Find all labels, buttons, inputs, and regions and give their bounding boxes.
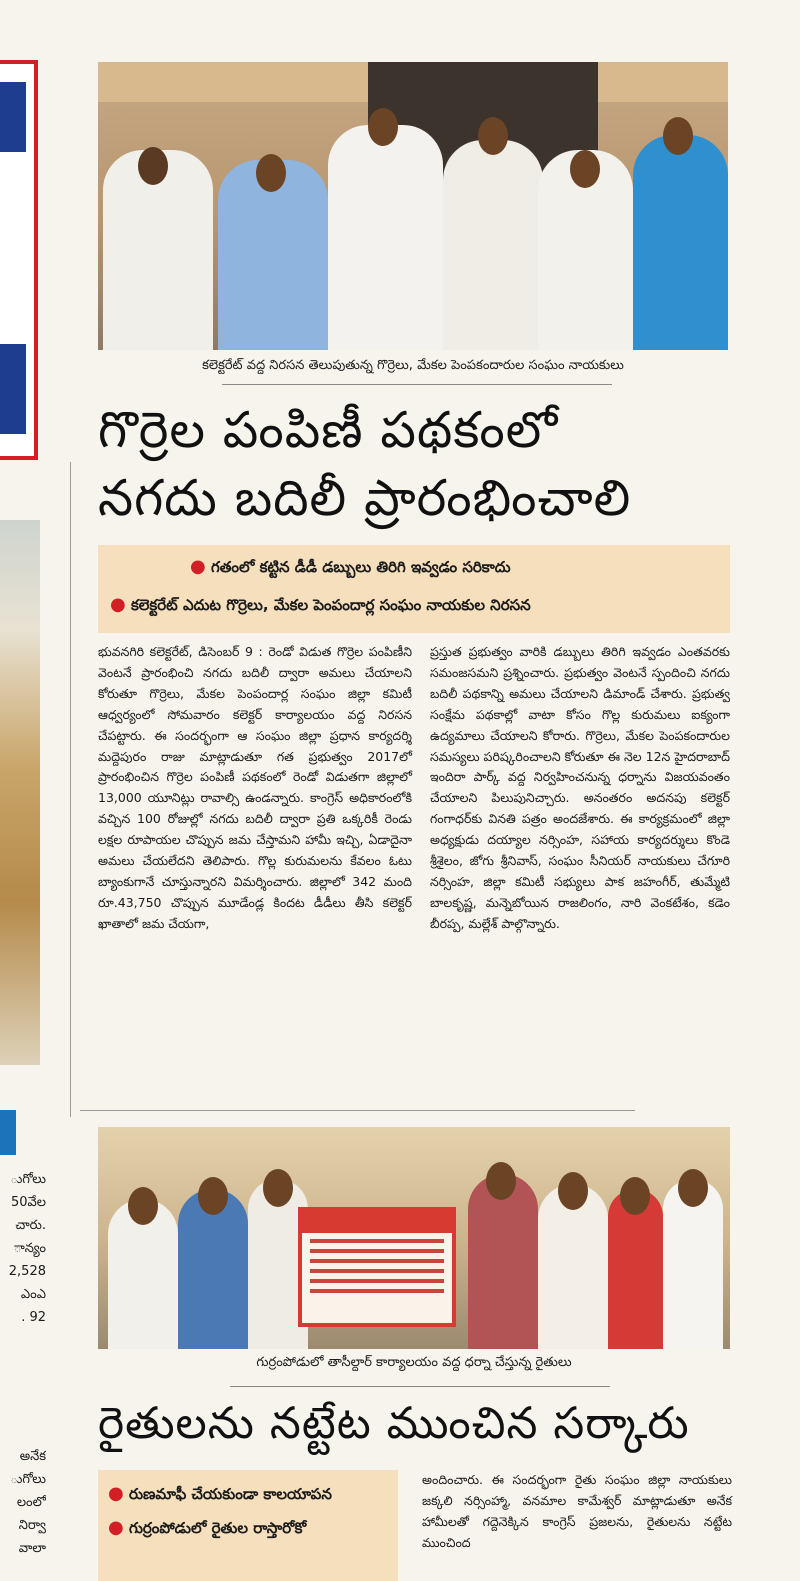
headline-line-1: గొర్రెల పంపిణీ పథకంలో: [98, 401, 559, 459]
adjacent-text-line: అనేక: [19, 1449, 46, 1464]
dharna-photo: [98, 1127, 730, 1349]
article-body-column-1: భువనగిరి కలెక్టరేట్, డిసెంబర్ 9 : రెండో విడుత గొర్రెల పంపిణీని వెంటనే ప్రారంభించి నగదు బదిలీ ద్వారా అమలు చేయాలని కోరుతూ గొర్రెలు, మేకల పెంపందార్ల సంఘం జిల్లా కమిటీ ఆధ్వర్యంలో సోమవారం కలెక్టర్ కార్యాలయం వద్ద నిరసన చేపట్టారు. ఈ సందర్భంగా ఆ సంఘం జిల్లా ప్రధాన కార్యదర్శి మద్దెపురం రాజు మాట్లాడుతూ గత ప్రభుత్వం 2017లో ప్రారంభించిన గొర్రెల పంపిణీ పథకంలో రెండో విడుతగా జిల్లాలో 13,000 యూనిట్లు రావాల్సి ఉండన్నారు. కాంగ్రెస్ అధికారంలోకి వచ్చిన 100 రోజుల్లో నగదు బదిలీ ద్వారా ప్రతి ఒక్కరికీ రెండు లక్షల రూపాయల చొప్పున జమ చేస్తామని హామీ ఇచ్చి, ఏడాదైనా అమలు చేయలేదని తెలిపారు. గొల్ల కురుమలను కేవలం ఓటు బ్యాంకుగానే చూస్తున్నారని విమర్శించారు. జిల్లాలో 342 మంది రూ.43,750 చొప్పున మూడేండ్ల కిందట డీడీలు తీసి కలెక్టర్ ఖాతాలో జమ చేయగా,: [98, 644, 412, 931]
adjacent-text-line: ాన్యం: [13, 1241, 46, 1256]
photo-caption: కలెక్టరేట్ వద్ద నిరసన తెలుపుతున్న గొర్రెలు, మేకల పెంపకందారుల సంఘం నాయకులు: [202, 358, 624, 373]
adjacent-text-block: [0, 1445, 46, 1560]
caption-rule: [230, 1386, 610, 1387]
protest-banner: [298, 1207, 456, 1327]
subheading-bullet: ● కలెక్టరేట్ ఎదుట గొర్రెలు, మేకల పెంపందార్ల సంఘం నాయకుల నిరసన: [110, 594, 531, 615]
adjacent-text-line: ఎంఎ: [20, 1287, 46, 1302]
protest-photo: [98, 62, 728, 350]
article-body-column-2: ప్రస్తుత ప్రభుత్వం వారికి డబ్బులు తిరిగి ఇవ్వడం ఎంతవరకు సమంజసమని ప్రశ్నించారు. ప్రభుత్వం వెంటనే స్పందించి నగదు బదిలీ పథకాన్ని అమలు చేయాలని డిమాండ్ చేశారు. ప్రభుత్వ సంక్షేమ పథకాల్లో వాటా కోసం గొల్ల కురుమలు ఐక్యంగా ఉద్యమాలు చేయాలని కోరారు. గొర్రెలు, మేకల పెంపకందారుల సమస్యలు పరిష్కరించాలని కోరుతూ ఈ నెల 12న హైదరాబాద్ ఇందిరా పార్క్ వద్ద నిర్వహించనున్న ధర్నాను విజయవంతం చేయాలని పిలుపునిచ్చారు. అనంతరం అదనపు కలెక్టర్ గంగాధర్‌కు వినతి పత్రం అందజేశారు. ఈ కార్యక్రమంలో జిల్లా అధ్యక్షుడు దయ్యాల నర్సింహ, సహాయ కార్యదర్శులు కొండె శ్రీశైలం, జోగు శ్రీనివాస్, సంఘం సీనియర్ నాయకులు చేగూరి నర్సింహ, జిల్లా కమిటీ సభ్యులు పాక జహంగీర్, తుమ్మేటి బాలకృష్ణ, మన్నెబోయిన రాజలింగం, నారి వెంకటేశం, కడెం బీరప్ప, మల్లేశ్ పాల్గొన్నారు.: [430, 644, 730, 931]
adjacent-text-line: 2,528: [8, 1264, 46, 1279]
subheading-bullet: ● గతంలో కట్టిన డీడీ డబ్బులు తిరిగి ఇవ్వడం సరికాదు: [190, 556, 511, 577]
ad-blue-band: [0, 82, 26, 152]
adjacent-ad-frame: [0, 60, 38, 460]
adjacent-text-line: నిర్వా: [18, 1518, 46, 1533]
column-divider: [70, 462, 71, 1117]
adjacent-text-line: వాలా: [18, 1541, 46, 1556]
adjacent-text-line: 50వేల: [10, 1195, 46, 1210]
headline: రైతులను నట్టేట ముంచిన సర్కారు: [98, 1398, 690, 1449]
adjacent-photo: [0, 520, 40, 1065]
bullet-dot-icon: ●: [108, 1517, 124, 1538]
ad-blue-band: [0, 344, 26, 434]
adjacent-heading-bar: [0, 1110, 16, 1155]
adjacent-text-line: ుగోలు: [10, 1172, 46, 1187]
article-body-column: అందించారు. ఈ సందర్భంగా రైతు సంఘం జిల్లా నాయకులు జక్కలి నర్సింహ్మా, వనమాల కామేశ్వర్ మాట్లాడుతూ అనేక హామీలతో గద్దెనెక్కిన కాంగ్రెస్ ప్రజలను, రైతులను నట్టేట ముంచింద: [422, 1472, 732, 1550]
story-divider: [80, 1110, 635, 1111]
bullet-dot-icon: ●: [190, 556, 206, 577]
bullet-dot-icon: ●: [110, 594, 126, 615]
adjacent-text-line: ుగోలు: [10, 1472, 46, 1487]
adjacent-text-block: [0, 1168, 46, 1329]
bullet-dot-icon: ●: [108, 1483, 124, 1504]
adjacent-text-line: చారు.: [15, 1218, 46, 1233]
subheading-bullet: ● రుణమాఫీ చేయకుండా కాలయాపన: [108, 1483, 332, 1504]
adjacent-text-line: . 92: [21, 1310, 46, 1325]
headline-line-2: నగదు బదిలీ ప్రారంభించాలి: [98, 469, 632, 527]
adjacent-text-line: లంలో: [16, 1495, 46, 1510]
photo-caption: గుర్రంపోడులో తాసీల్దార్ కార్యాలయం వద్ద ధర్నా చేస్తున్న రైతులు: [256, 1355, 572, 1370]
subheading-bullet: ● గుర్రంపోడులో రైతుల రాస్తారోకో: [108, 1517, 307, 1538]
caption-rule: [222, 384, 612, 385]
